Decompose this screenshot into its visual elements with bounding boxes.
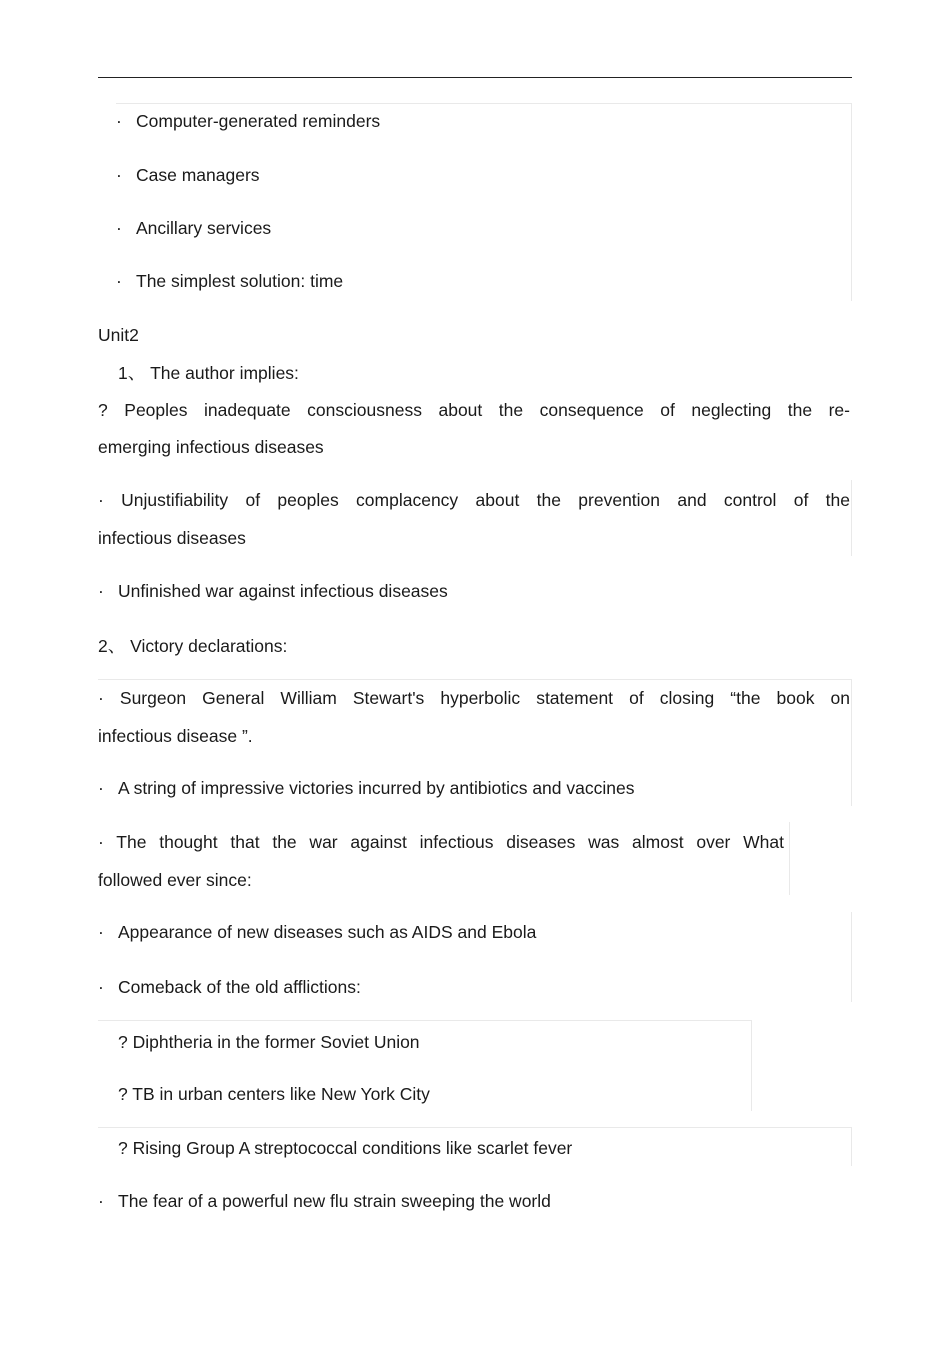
answer-item-line [98, 831, 784, 853]
list-item-text: The simplest solution: time [136, 271, 344, 291]
item-marker: · [98, 490, 104, 510]
question-heading: 1、 The author implies: [118, 363, 299, 383]
list-item-text: Computer-generated reminders [136, 111, 381, 131]
item-marker: ? [98, 400, 108, 420]
answer-item-continuation: emerging infectious diseases [98, 437, 324, 457]
header-rule [98, 77, 852, 78]
item-text: Peoples inadequate consciousness about the consequence of neglecting the re- [124, 400, 850, 420]
item-marker: · [98, 581, 104, 601]
item-text: Unfinished war against infectious diseases [118, 581, 448, 601]
item-text: Surgeon General William Stewart's hyperbolic statement of closing “the book on [119, 688, 850, 708]
list-item [116, 164, 260, 186]
answer-item-line [98, 687, 850, 709]
sub-item: ? Rising Group A streptococcal conditions like scarlet fever [118, 1138, 573, 1158]
answer-item [98, 1190, 551, 1212]
answer-item-continuation: infectious diseases [98, 528, 246, 548]
sub-item: ? Diphtheria in the former Soviet Union [118, 1032, 420, 1052]
bullet-icon: · [116, 218, 122, 238]
answer-item [98, 976, 361, 998]
answer-item [98, 777, 634, 799]
frame-box [850, 480, 852, 556]
item-text: Unjustifiability of peoples complacency about the prevention and control of the [121, 490, 850, 510]
bullet-icon: · [116, 271, 122, 291]
bullet-icon: · [116, 165, 122, 185]
list-item [116, 270, 343, 292]
frame-box [850, 912, 852, 1002]
list-item [116, 110, 380, 132]
item-text: A string of impressive victories incurred by antibiotics and vaccines [118, 778, 635, 798]
item-marker: · [98, 1191, 104, 1211]
question-heading: 2、 Victory declarations: [98, 636, 288, 656]
item-marker: · [98, 778, 104, 798]
frame-box [788, 822, 790, 895]
answer-item-line [98, 399, 850, 421]
item-text: Appearance of new diseases such as AIDS and Ebola [118, 922, 537, 942]
answer-item [98, 580, 448, 602]
answer-item-continuation: followed ever since: [98, 870, 252, 890]
list-item [116, 217, 271, 239]
list-item-text: Ancillary services [136, 218, 272, 238]
sub-item: ? TB in urban centers like New York City [118, 1084, 430, 1104]
answer-item [98, 921, 536, 943]
answer-item-line [98, 489, 850, 511]
item-marker: · [98, 688, 104, 708]
item-text: The thought that the war against infectious diseases was almost over What [116, 832, 785, 852]
item-marker: · [98, 832, 104, 852]
bullet-icon: · [116, 111, 122, 131]
item-marker: · [98, 977, 104, 997]
list-item-text: Case managers [136, 165, 260, 185]
item-text: Comeback of the old afflictions: [118, 977, 361, 997]
unit-heading: Unit2 [98, 325, 139, 345]
answer-item-continuation: infectious disease ”. [98, 726, 253, 746]
item-marker: · [98, 922, 104, 942]
item-text: The fear of a powerful new flu strain sweeping the world [118, 1191, 551, 1211]
